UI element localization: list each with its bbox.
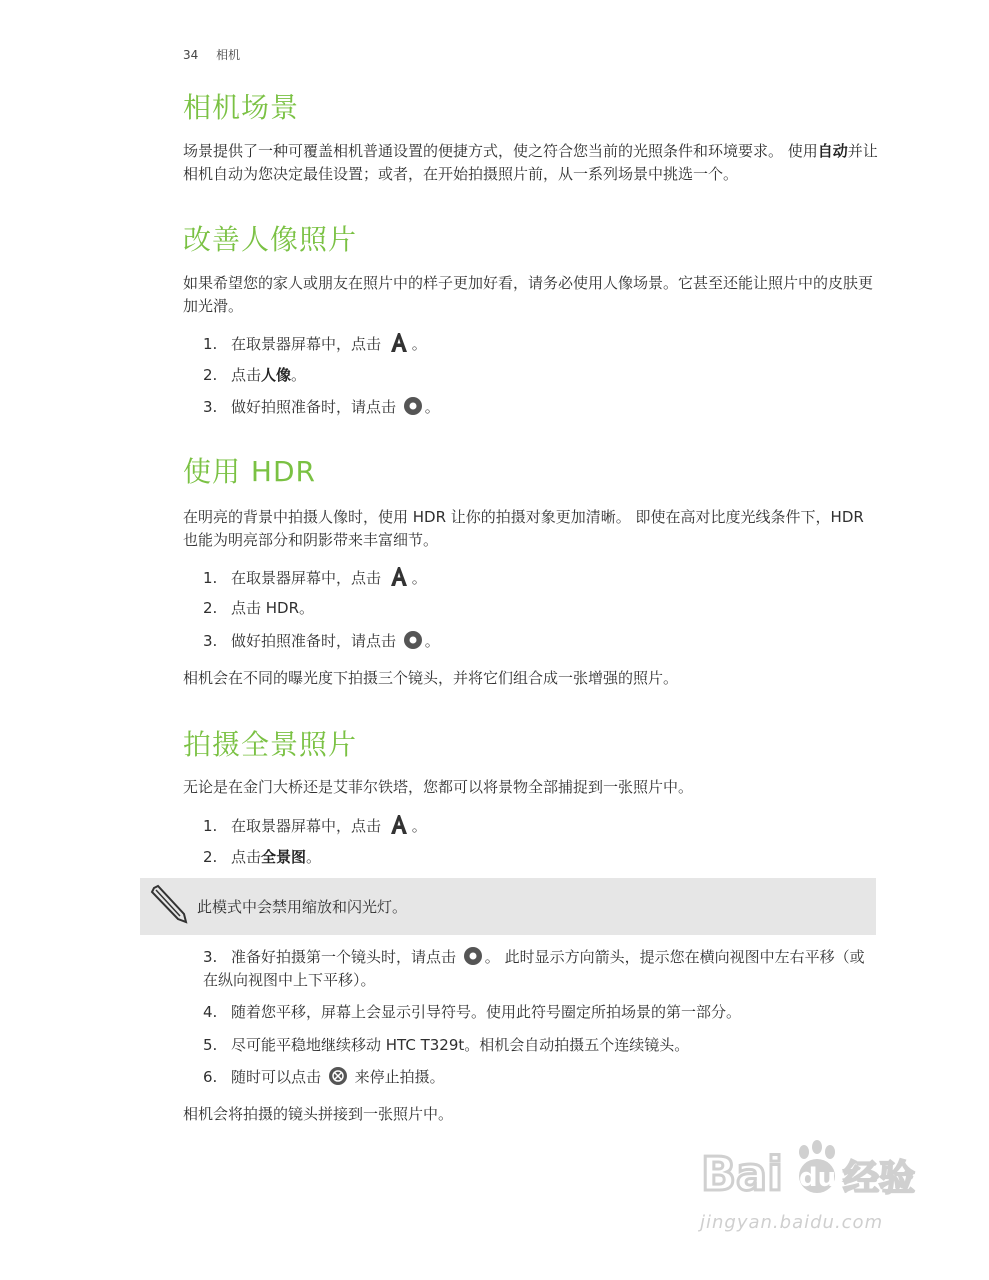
watermark-brand-b: du <box>799 1163 837 1193</box>
shutter-icon <box>403 396 423 416</box>
portrait-step-2 <box>203 364 878 387</box>
scene-a-icon <box>388 813 410 835</box>
step-after: 。 <box>291 366 307 384</box>
step-text: 尽可能平稳地继续移动 HTC T329t。相机会自动拍摄五个连续镜头。 <box>231 1036 690 1054</box>
panorama-intro: 无论是在金门大桥还是艾菲尔铁塔，您都可以将景物全部捕捉到一张照片中。 <box>183 778 694 796</box>
step-text: 准备好拍摄第一个镜头时，请点击 <box>231 948 457 966</box>
scene-a-icon <box>388 565 410 587</box>
portrait-step-3 <box>203 396 878 419</box>
section-name: 相机 <box>216 48 241 62</box>
heading-hdr: 使用 HDR <box>183 455 316 488</box>
heading-panorama: 拍摄全景照片 <box>183 728 358 761</box>
auto-term: 自动 <box>817 142 848 160</box>
step-text: 在取景器屏幕中，点击 <box>231 335 382 353</box>
portrait-intro: 如果希望您的家人或朋友在照片中的样子更加好看，请务必使用人像场景。它甚至还能让照片中的皮肤更加光滑。 <box>183 274 874 315</box>
page-number: 34 <box>183 48 199 62</box>
step-number: 3. <box>203 632 218 650</box>
note-box <box>140 878 876 935</box>
stop-icon <box>328 1066 348 1086</box>
shutter-icon <box>403 630 423 650</box>
scenes-text-b: 并让相机自动为您决定最佳设置；或者，在开始拍摄照片前，从一系列场景中挑选一个。 <box>183 142 878 183</box>
hdr-step-3 <box>203 630 878 653</box>
step-text: 点击 HDR。 <box>231 599 315 617</box>
step-number: 4. <box>203 1003 218 1021</box>
step-number: 2. <box>203 599 218 617</box>
hdr-step-2 <box>203 597 878 620</box>
watermark-brand-c: 经验 <box>843 1158 916 1199</box>
step-number: 1. <box>203 817 218 835</box>
step-number: 3. <box>203 398 218 416</box>
scenes-text-a: 场景提供了一种可覆盖相机普通设置的便捷方式，使之符合您当前的光照条件和环境要求。 使用 <box>183 142 818 160</box>
panorama-step-4 <box>203 1001 878 1024</box>
panorama-step-1 <box>203 813 878 838</box>
hdr-intro: 在明亮的背景中拍摄人像时，使用 HDR 让你的拍摄对象更加清晰。 即使在高对比度光线条件下，HDR 也能为明亮部分和阴影带来丰富细节。 <box>183 508 864 549</box>
portrait-term: 人像 <box>261 366 292 384</box>
step-after: 来停止拍摄。 <box>354 1068 445 1086</box>
note-text: 此模式中会禁用缩放和闪光灯。 <box>197 898 408 916</box>
step-text: 点击 <box>231 366 262 384</box>
page-header <box>183 46 254 63</box>
step-text: 做好拍照准备时，请点击 <box>231 632 397 650</box>
step-number: 1. <box>203 569 218 587</box>
step-text: 随时可以点击 <box>231 1068 322 1086</box>
step-number: 6. <box>203 1068 218 1086</box>
step-after: 。 <box>424 632 440 650</box>
step-text: 在取景器屏幕中，点击 <box>231 817 382 835</box>
hdr-outro: 相机会在不同的曝光度下拍摄三个镜头，并将它们组合成一张增强的照片。 <box>183 669 679 687</box>
step-after: 。 此时显示方向箭头，提示您在横向视图中左右平移（或在纵向视图中上下平移）。 <box>203 948 865 989</box>
watermark-url: jingyan.baidu.com <box>700 1212 884 1233</box>
shutter-icon <box>463 946 483 966</box>
step-number: 2. <box>203 366 218 384</box>
step-after: 。 <box>424 398 440 416</box>
panorama-step-2 <box>203 846 878 869</box>
step-after: 。 <box>411 817 427 835</box>
panorama-step-6 <box>203 1066 878 1089</box>
step-after: 。 <box>411 335 427 353</box>
step-number: 3. <box>203 948 218 966</box>
step-after: 。 <box>306 848 322 866</box>
baidu-jingyan-watermark <box>701 1132 931 1212</box>
panorama-step-3 <box>203 946 878 992</box>
step-number: 5. <box>203 1036 218 1054</box>
panorama-step-5 <box>203 1034 878 1057</box>
panorama-outro: 相机会将拍摄的镜头拼接到一张照片中。 <box>183 1105 454 1123</box>
hdr-step-1 <box>203 565 878 590</box>
step-number: 2. <box>203 848 218 866</box>
step-text: 做好拍照准备时，请点击 <box>231 398 397 416</box>
scene-a-icon <box>388 331 410 353</box>
step-text: 在取景器屏幕中，点击 <box>231 569 382 587</box>
watermark-brand-a: Bai <box>701 1147 783 1201</box>
step-number: 1. <box>203 335 218 353</box>
step-after: 。 <box>411 569 427 587</box>
portrait-step-1 <box>203 331 878 356</box>
pencil-icon <box>148 884 188 924</box>
heading-scenes: 相机场景 <box>183 91 300 124</box>
heading-portrait: 改善人像照片 <box>183 223 358 256</box>
step-text: 点击 <box>231 848 262 866</box>
panorama-term: 全景图 <box>261 848 307 866</box>
step-text: 随着您平移，屏幕上会显示引导符号。使用此符号圈定所拍场景的第一部分。 <box>231 1003 742 1021</box>
scenes-paragraph <box>183 140 878 186</box>
